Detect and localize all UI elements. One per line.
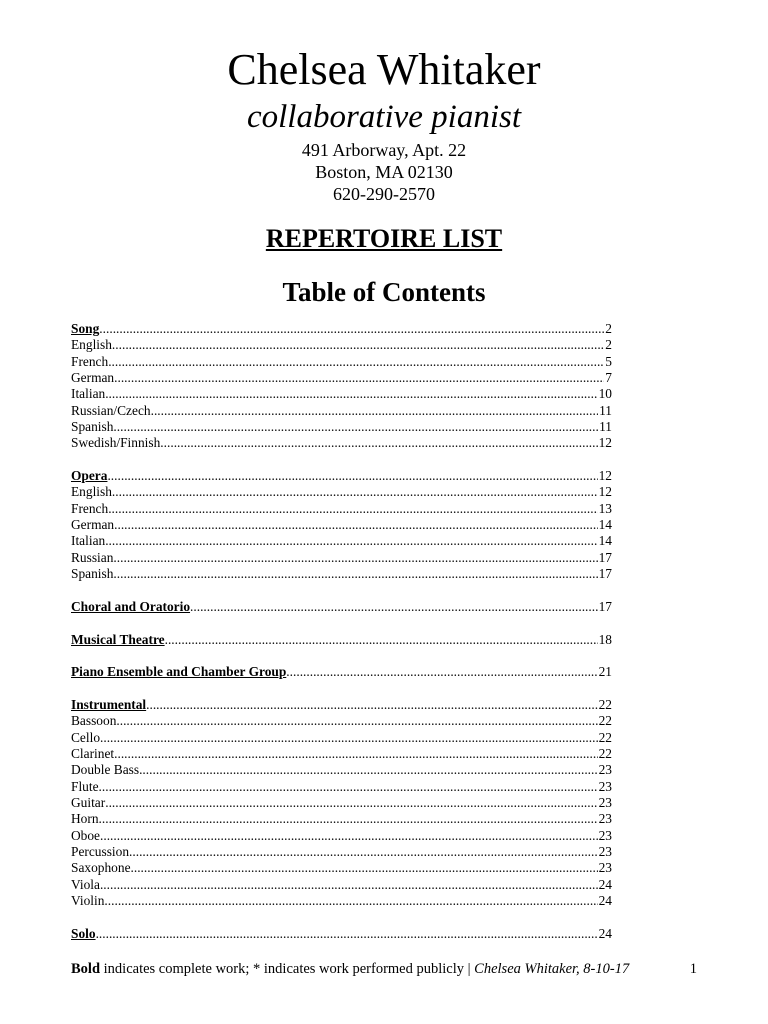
spacer [71,615,612,631]
dot-leader [99,779,598,795]
dot-leader [105,533,597,549]
toc-page: 22 [598,713,612,729]
toc-entry-opera-german[interactable] [71,517,612,533]
toc-title: Table of Contents [282,277,486,307]
toc-page: 18 [598,631,612,647]
toc-page: 14 [598,517,612,533]
spacer [71,452,612,468]
toc-label: Horn [71,811,99,827]
toc-page: 10 [598,386,612,402]
toc-label: Viola [71,876,100,892]
toc-page: 23 [598,794,612,810]
spacer [71,681,612,697]
toc-label: Swedish/Finnish [71,435,161,451]
toc-entry-opera-russian[interactable] [71,550,612,566]
toc-label: French [71,353,109,369]
toc-page: 23 [598,778,612,794]
toc-entry-song-spanish[interactable] [71,419,612,435]
letterhead [0,44,768,205]
toc-page: 5 [605,353,612,369]
toc-entry-horn[interactable] [71,811,612,827]
dot-leader [286,664,597,680]
dot-leader [112,484,598,500]
dot-leader [107,468,597,484]
toc-entry-song-french[interactable] [71,354,612,370]
toc-page: 12 [598,484,612,500]
toc-page: 22 [598,745,612,761]
dot-leader [129,844,598,860]
dot-leader [100,730,598,746]
toc-entry-clarinet[interactable] [71,746,612,762]
page-number: 1 [689,961,697,977]
toc-entry-double-bass[interactable] [71,762,612,778]
dot-leader [160,435,597,451]
toc-page: 14 [598,533,612,549]
toc-label: Flute [71,778,99,794]
toc-label: Instrumental [71,696,147,712]
dot-leader [105,386,597,402]
toc-heading-musical-theatre[interactable] [71,632,612,648]
toc-label: German [71,370,115,386]
toc-page: 12 [598,435,612,451]
toc-label: Opera [71,468,108,484]
toc-heading-instrumental[interactable] [71,697,612,713]
toc-page: 17 [598,549,612,565]
toc-page: 24 [598,876,612,892]
toc-label: Piano Ensemble and Chamber Group [71,664,287,680]
dot-leader [146,697,597,713]
toc-label: Guitar [71,794,106,810]
toc-label: German [71,517,115,533]
toc-entry-song-german[interactable] [71,370,612,386]
dot-leader [139,762,598,778]
toc-page: 17 [598,598,612,614]
toc-page: 24 [598,893,612,909]
toc-entry-song-english[interactable] [71,337,612,353]
toc-entry-violin[interactable] [71,893,612,909]
toc-label: Oboe [71,827,101,843]
dot-leader [165,632,598,648]
footer-signature: Chelsea Whitaker, 8-10-17 [474,961,630,977]
toc-label: Musical Theatre [71,631,165,647]
footer-bold-word: Bold [71,961,101,977]
dot-leader [190,599,598,615]
toc-label: Russian [71,549,114,565]
toc-label: English [71,484,112,500]
toc-entry-bassoon[interactable] [71,713,612,729]
toc-entry-oboe[interactable] [71,828,612,844]
toc-entry-flute[interactable] [71,779,612,795]
toc-heading-solo[interactable] [71,926,612,942]
toc-entry-song-russian-czech[interactable] [71,403,612,419]
dot-leader [108,501,597,517]
toc-label: Solo [71,925,96,941]
phone-number: 620-290-2570 [333,184,435,204]
table-of-contents [71,321,612,942]
toc-label: Italian [71,533,106,549]
toc-page: 11 [599,419,612,435]
toc-label: English [71,337,112,353]
toc-entry-opera-italian[interactable] [71,533,612,549]
toc-page: 23 [598,844,612,859]
spacer [71,648,612,664]
toc-entry-cello[interactable] [71,730,612,746]
spacer [71,909,612,925]
toc-page: 23 [598,827,612,843]
dot-leader [100,828,598,844]
dot-leader [114,746,597,762]
toc-label: Violin [71,893,105,909]
dot-leader [113,566,597,582]
toc-page: 23 [598,762,612,778]
toc-heading-song[interactable] [71,321,612,337]
toc-page: 23 [598,811,612,827]
toc-entry-guitar[interactable] [71,795,612,811]
dot-leader [112,337,604,353]
toc-heading-piano-ensemble[interactable] [71,664,612,680]
toc-page: 21 [598,664,612,680]
repertoire-title: REPERTOIRE LIST [265,224,503,253]
toc-page: 22 [598,729,612,745]
toc-entry-opera-french[interactable] [71,501,612,517]
toc-page: 23 [598,860,612,876]
dot-leader [96,926,598,942]
toc-label: Saxophone [71,860,131,876]
dot-leader [99,321,604,337]
toc-entry-saxophone[interactable] [71,860,612,876]
toc-label: Bassoon [71,713,117,729]
dot-leader [105,795,597,811]
dot-leader [151,403,599,419]
dot-leader [116,713,597,729]
toc-label: Double Bass [71,762,140,778]
toc-label: Percussion [71,844,130,859]
toc-entry-opera-english[interactable] [71,484,612,500]
toc-page: 12 [598,468,612,484]
toc-entry-percussion[interactable] [71,844,612,860]
toc-label: French [71,500,109,516]
toc-entry-song-italian[interactable] [71,386,612,402]
address-line-2: Boston, MA 02130 [315,162,453,182]
toc-label: Italian [71,386,106,402]
toc-label: Song [71,321,100,336]
address-line-1: 491 Arborway, Apt. 22 [301,140,467,160]
toc-label: Russian/Czech [71,402,151,418]
dot-leader [100,877,598,893]
toc-label: Clarinet [71,745,115,761]
toc-entry-song-swedish-finnish[interactable] [71,435,612,451]
toc-heading-choral-oratorio[interactable] [71,599,612,615]
toc-page: 22 [598,696,612,712]
toc-page: 17 [598,566,612,582]
dot-leader [114,517,597,533]
dot-leader [108,354,604,370]
dot-leader [114,370,604,386]
toc-entry-viola[interactable] [71,877,612,893]
dot-leader [113,550,597,566]
toc-page: 11 [599,402,612,418]
toc-page: 2 [605,321,612,336]
author-subtitle: collaborative pianist [246,99,522,135]
toc-page: 2 [605,337,612,353]
spacer [71,583,612,599]
toc-page: 7 [605,370,612,386]
toc-page: 24 [598,925,612,941]
toc-label: Spanish [71,419,114,435]
toc-entry-opera-spanish[interactable] [71,566,612,582]
toc-label: Spanish [71,566,114,582]
author-name: Chelsea Whitaker [227,45,541,94]
dot-leader [113,419,598,435]
page-footer [71,960,697,978]
dot-leader [104,893,597,909]
dot-leader [99,811,598,827]
toc-page: 13 [598,500,612,516]
footer-legend: indicates complete work; * indicates work performed publicly | [100,961,475,977]
toc-label: Cello [71,729,101,745]
toc-label: Choral and Oratorio [71,598,191,614]
toc-heading-opera[interactable] [71,468,612,484]
dot-leader [131,860,598,876]
